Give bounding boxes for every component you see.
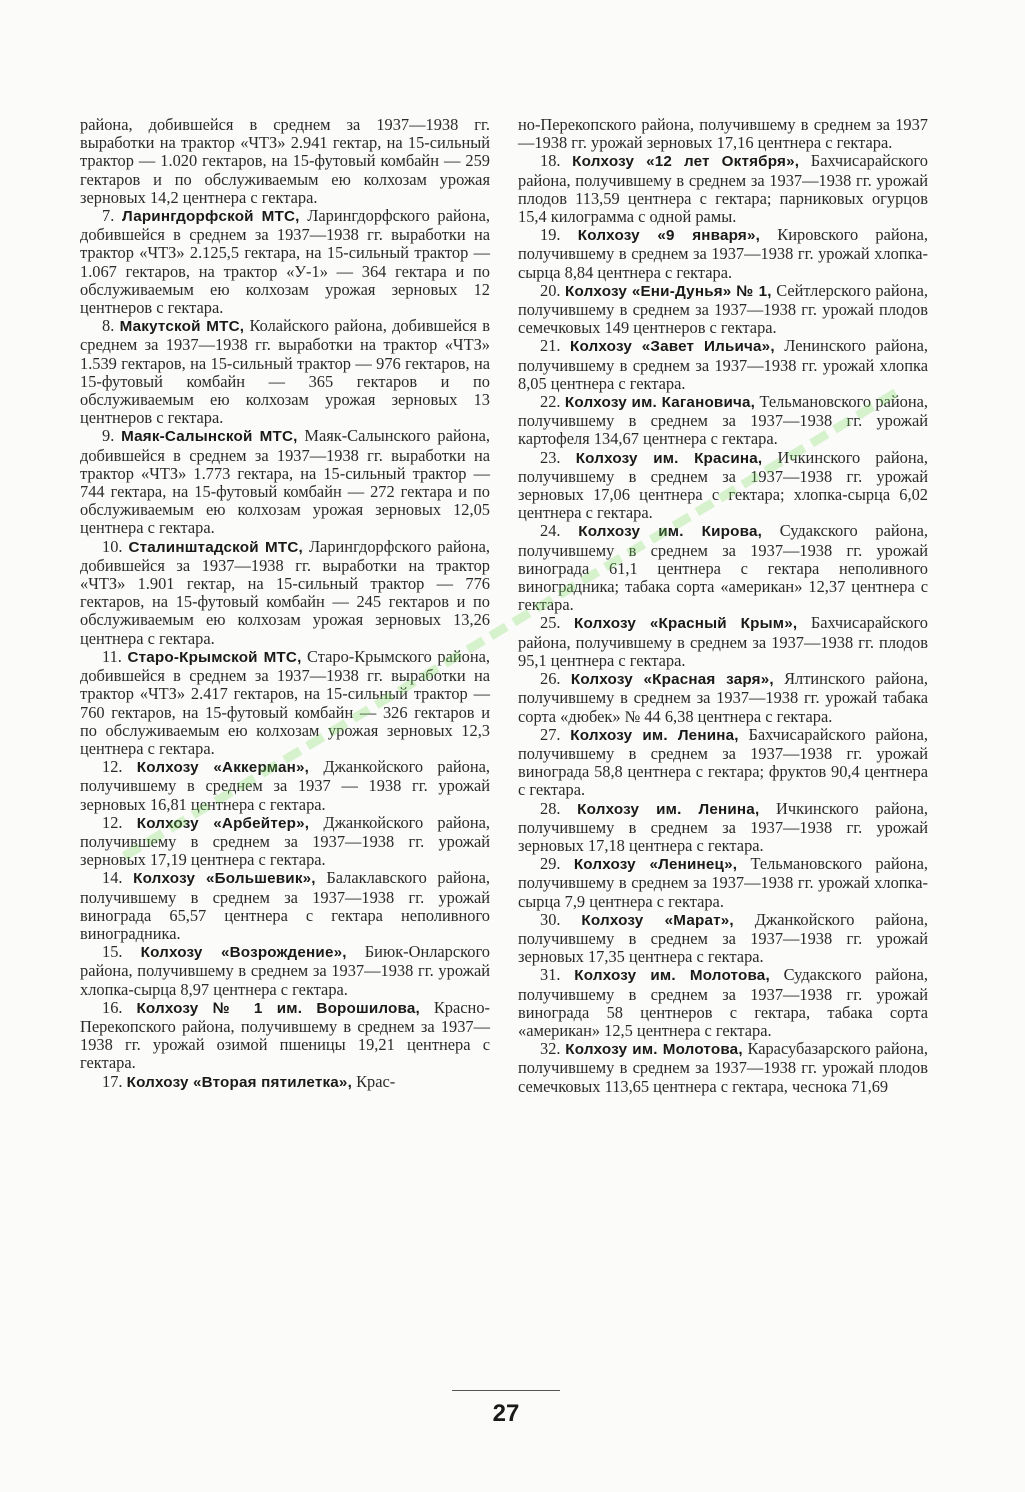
entry-number: 10. [102,536,123,556]
entry-text: Кировского района, получившему в среднем за 1937—1938 гг. урожай хлопка-сырца 8,84 центнера с гектара. [518,225,928,282]
entry-text: Бахчисарайского района, получившему в среднем за 1937—1938 гг. урожай винограда 58,8 центнера с гектара; фруктов 90,4 центнера с гектара. [518,724,928,800]
award-entry [80,207,490,317]
entry-recipient: Колхозу «Арбейтер», [136,814,310,832]
entry-number: 8. [102,316,115,336]
entry-recipient: Колхозу «Вторая пятилетка», [126,1073,352,1091]
entry-recipient: Колхозу «Аккерман», [136,759,310,777]
entry-text: Балаклавского района, получившему в среднем за 1937—1938 гг. урожай винограда 65,57 центнера с гектара неполивного виноградника. [80,868,490,943]
entry-recipient: Колхозу им. Молотова, [565,1041,743,1059]
entry-text: Джанкойского района, получившему в среднем за 1937—1938 гг. урожай зерновых 17,19 центнера с гектара. [80,812,490,870]
entry-text: Джанкойского района, получившему в среднем за 1937 — 1938 гг. урожай зерновых 16,81 центнера с гектара. [80,757,490,814]
entry-recipient: Колхозу «Большевик», [133,870,316,888]
award-entry [518,226,928,282]
entry-number: 25. [540,613,561,633]
entry-number: 11. [102,646,122,666]
entry-text: Судакского района, получившему в среднем за 1937—1938 гг. урожай винограда 61,1 центнера с гектара неполивного виноградника; табака сорта «американ» 12,37 центнера с гектара. [518,521,928,615]
entry-number: 28. [540,798,561,818]
entry-number: 12. [102,812,123,832]
entry-recipient: Колхозу им. Ленина, [577,800,760,818]
award-entry [518,911,928,967]
award-entry [80,648,490,758]
right-column-intro: но-Перекопского района, получившему в среднем за 1937—1938 гг. урожай зерновых 17,16 центнера с гектара. [518,115,928,153]
entry-number: 12. [102,757,123,777]
entry-number: 23. [540,447,561,467]
entry-text: Ларингдорфского района, добившейся за 1937—1938 гг. выработки на трактор «ЧТЗ» 1.901 гектар, на 15-сильный трактор — 776 гектаров, на 15-футовый комбайн — 245 гектаров и по обслуживаемым ею колхозам урожая зерновых 13,26 центнера с гектара. [80,536,490,648]
entry-text: Сейтлерского района, получившему в среднем за 1937—1938 гг. урожай плодов семечковых 149 центнеров с гектара. [518,280,928,338]
entry-number: 26. [540,669,561,689]
entry-recipient: Колхозу «Ени-Дунья» № 1, [565,282,772,300]
entry-number: 32. [540,1039,561,1059]
entry-text: Старо-Крымского района, добившейся в среднем за 1937—1938 гг. выработки на трактор «ЧТЗ» 2.417 гектаров, на 15-сильный трактор — 760 гектаров, на 15-футовый комбайн — 326 гектаров и по обслуживаемым ею колхозам урожая зерновых 12,3 центнера с гектара. [80,646,490,758]
entry-recipient: Колхозу им. Красина, [575,449,763,467]
entry-number: 27. [540,724,561,744]
entry-number: 14. [102,868,123,888]
entry-text: Бахчисарайского района, получившему в среднем за 1937—1938 гг. плодов 95,1 центнера с гектара. [518,613,928,670]
entry-number: 20. [540,280,561,300]
entry-number: 19. [540,225,561,245]
entry-text: Ичкинского района, получившему в среднем за 1937—1938 гг. урожай зерновых 17,18 центнера с гектара. [518,798,928,855]
entry-text: Ларингдорфского района, добившейся в среднем за 1937—1938 гг. выработки на трактор «ЧТЗ» 2.125,5 гектара, на 15-сильный трактор — 1.067 гектаров, на трактор «У-1» — 364 гектара и по обслуживаемым ею колхозам урожая зерновых 12 центнеров с гектара. [80,206,490,318]
entry-recipient: Колхозу № 1 им. Ворошилова, [136,999,420,1017]
entry-recipient: Маяк-Салынской МТС, [121,428,298,446]
footer-rule [452,1390,560,1391]
entry-recipient: Макутской МТС, [119,318,245,336]
entry-number: 7. [102,206,115,226]
entry-text: Ялтинского района, получившему в среднем за 1937—1938 гг. урожай табака сорта «дюбек» № 44 6,38 центнера с гектара. [518,669,928,726]
entry-number: 31. [540,965,561,985]
award-entry [518,152,928,226]
entry-recipient: Колхозу «9 января», [577,227,761,245]
left-column-intro: района, добившейся в среднем за 1937—1938 гг. выработки на трактор «ЧТЗ» 2.941 гектар, на 15-сильный трактор — 1.020 гектаров, на 15-футовый комбайн — 259 гектаров и по обслуживаемым ею колхозам урожая зерновых 14,2 центнера с гектара. [80,115,490,207]
award-entry [518,670,928,726]
entry-number: 30. [540,909,561,929]
award-entry [80,943,490,999]
entry-recipient: Колхозу «Марат», [581,911,734,929]
award-entry [518,1040,928,1096]
entry-text: Биюк-Онларского района, получившему в среднем за 1937—1938 гг. урожай хлопка-сырца 8,97 центнера с гектара. [80,942,490,999]
entry-text: Крас- [356,1071,396,1091]
entry-recipient: Колхозу «12 лет Октября», [572,153,800,171]
entry-text: Джанкойского района, получившему в среднем за 1937—1938 гг. урожай зерновых 17,35 центнера с гектара. [518,909,928,967]
entry-number: 22. [540,392,561,412]
award-entry [80,758,490,814]
page-number: 27 [492,1400,520,1427]
entry-recipient: Колхозу «Завет Ильича», [569,338,775,356]
award-entry [518,282,928,338]
entry-recipient: Колхозу «Красный Крым», [574,615,798,633]
entry-recipient: Сталинштадской МТС, [128,538,303,556]
award-entry [80,814,490,870]
left-column [80,116,490,1092]
entry-text: Красно-Перекопского района, получившему в среднем за 1937—1938 гг. урожай озимой пшеницы 19,21 центнера с гектара. [80,997,490,1073]
entry-number: 18. [540,151,561,171]
award-entry [518,522,928,614]
entry-text: Бахчисарайского района, получившему в среднем за 1937—1938 гг. урожай плодов 113,59 центнера с гектара; парниковых огурцов 15,4 килограмма с одной рамы. [518,151,928,227]
entry-recipient: Колхозу им. Ленина, [570,726,739,744]
entry-text: Карасубазарского района, получившему в среднем за 1937—1938 гг. урожай плодов семечковых 113,65 центнера с гектара, чеснока 71,69 [518,1039,928,1096]
entry-text: Ичкинского района, получившему в среднем за 1937—1938 гг. урожай зерновых 17,06 центнера с гектара; хлопка-сырца 6,02 центнера с гектара. [518,447,928,523]
entry-text: Тельмановского района, получившему в среднем за 1937—1938 гг. урожай картофеля 134,67 центнера с гектара. [518,392,928,449]
entry-recipient: Колхозу им. Кирова, [578,523,763,541]
entry-number: 24. [540,521,561,541]
entry-text: Тельмановского района, получившему в среднем за 1937—1938 гг. урожай хлопка-сырца 7,9 центнера с гектара. [518,854,928,911]
award-entry [518,337,928,393]
entry-number: 15. [102,942,123,962]
entry-recipient: Колхозу «Ленинец», [573,856,738,874]
award-entry [80,1073,490,1092]
award-entry [80,427,490,537]
left-entries [80,207,490,1092]
entry-number: 17. [102,1071,123,1091]
award-entry [80,869,490,943]
entry-recipient: Колхозу им. Молотова, [574,967,770,985]
entry-number: 9. [102,426,115,446]
entry-text: Судакского района, получившему в среднем за 1937—1938 гг. урожай винограда 58 центнеров с гектара, табака сорта «американ» 12,5 центнера с гектара. [518,965,928,1040]
right-entries [518,152,928,1095]
entry-number: 21. [540,336,561,356]
entry-text: Маяк-Салынского района, добившейся в среднем за 1937—1938 гг. выработки на трактор «ЧТЗ» 1.773 гектара, на 15-сильный трактор — 744 гектара, на 15-футовый комбайн — 272 гектара и по обслуживаемым ею колхозам урожая зерновых 12,05 центнера с гектара. [80,426,490,538]
award-entry [80,538,490,648]
entry-number: 16. [102,997,123,1017]
award-entry [518,966,928,1040]
award-entry [518,800,928,856]
entry-text: Колайского района, добившейся в среднем за 1937—1938 гг. выработки на трактор «ЧТЗ» 1.539 гектаров, на 15-сильный трактор — 976 гектаров, на 15-футовый комбайн — 365 гектаров и по обслуживаемым ею колхозам урожая зерновых 13 центнеров с гектара. [80,316,490,428]
entry-recipient: Старо-Крымской МТС, [127,648,302,666]
entry-number: 29. [540,854,561,874]
entry-recipient: Ларингдорфской МТС, [121,208,300,226]
entry-text: Ленинского района, получившему в среднем за 1937—1938 гг. урожай хлопка 8,05 центнера с гектара. [518,336,928,393]
entry-recipient: Колхозу «Красная заря», [570,671,774,689]
award-entry [518,449,928,523]
award-entry [518,726,928,800]
award-entry [518,393,928,449]
right-column [518,116,928,1096]
entry-recipient: Колхозу им. Кагановича, [564,394,756,412]
award-entry [80,999,490,1073]
award-entry [80,317,490,427]
award-entry [518,614,928,670]
entry-recipient: Колхозу «Возрождение», [140,944,347,962]
award-entry [518,855,928,911]
